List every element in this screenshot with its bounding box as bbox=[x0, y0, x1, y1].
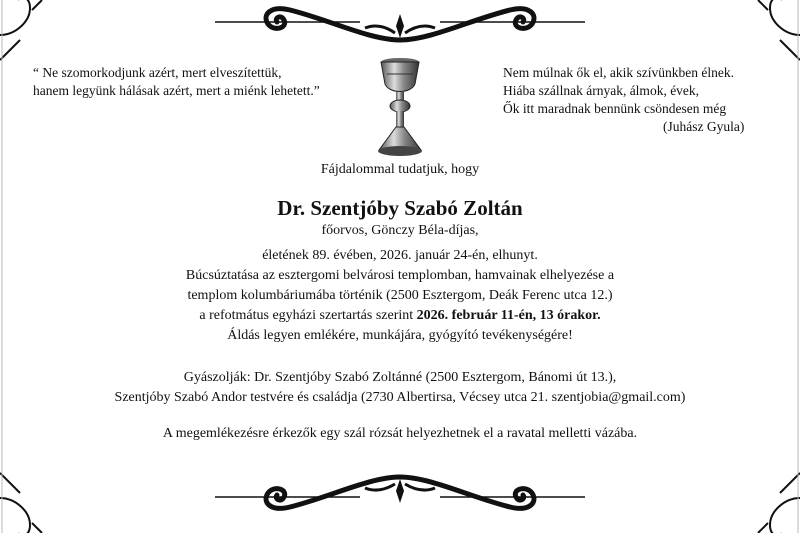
right-quote-line: Nem múlnak ők el, akik szívünkben élnek. bbox=[503, 65, 734, 80]
quote-author: (Juhász Gyula) bbox=[663, 119, 745, 134]
ceremony-text: a refotmátus egyházi szertartás szerint bbox=[199, 308, 417, 323]
body-line: templom kolumbáriumába történik (2500 Esztergom, Deák Ferenc utca 12.) bbox=[187, 288, 613, 303]
deceased-titles: főorvos, Gönczy Béla-díjas, bbox=[321, 223, 479, 238]
left-quote-line: hanem legyünk hálásak azért, mert a miénk lehetett.” bbox=[33, 83, 320, 98]
corner-top-left-ornament bbox=[0, 0, 30, 35]
chalice-icon bbox=[367, 54, 433, 158]
left-quote-line: “ Ne szomorkodjunk azért, mert elveszítettük, bbox=[33, 65, 282, 80]
deceased-name: Dr. Szentjóby Szabó Zoltán bbox=[277, 196, 523, 220]
body-line: Áldás legyen emlékére, munkájára, gyógyító tevékenységére! bbox=[227, 328, 573, 343]
corner-bottom-right-ornament bbox=[770, 498, 800, 533]
right-quote-line: Hiába szállnak árnyak, álmok, évek, bbox=[503, 83, 700, 98]
intro-text: Fájdalommal tudatjuk, hogy bbox=[320, 162, 480, 177]
mourners-block bbox=[0, 368, 800, 408]
body-line: életének 89. évében, 2026. január 24-én, elhunyt. bbox=[262, 248, 538, 263]
mourners-line: Gyászolják: Dr. Szentjóby Szabó Zoltánné (2500 Esztergom, Bánomi út 13.), bbox=[183, 370, 617, 385]
body-line bbox=[0, 306, 800, 326]
body-line: Búcsúztatása az esztergomi belvárosi templomban, hamvainak elhelyezése a bbox=[185, 268, 615, 283]
closing-note: A megemlékezésre érkezők egy szál rózsát helyezhetnek el a ravatal melletti vázába. bbox=[162, 426, 638, 441]
corner-top-right-ornament bbox=[770, 0, 800, 35]
mourners-line: Szentjóby Szabó Andor testvére és családja (2730 Albertirsa, Vécsey utca 21. szentjobia@gmail.com) bbox=[114, 390, 686, 405]
top-flourish-ornament bbox=[215, 9, 585, 40]
announcement-body bbox=[0, 246, 800, 346]
corner-bottom-left-ornament bbox=[0, 498, 30, 533]
right-quote bbox=[503, 64, 773, 136]
left-quote bbox=[33, 64, 363, 100]
ceremony-date: 2026. február 11-én, 13 órakor. bbox=[416, 308, 601, 323]
right-quote-line: Ők itt maradnak bennünk csöndesen még bbox=[503, 101, 727, 116]
bottom-flourish-ornament bbox=[215, 477, 585, 508]
